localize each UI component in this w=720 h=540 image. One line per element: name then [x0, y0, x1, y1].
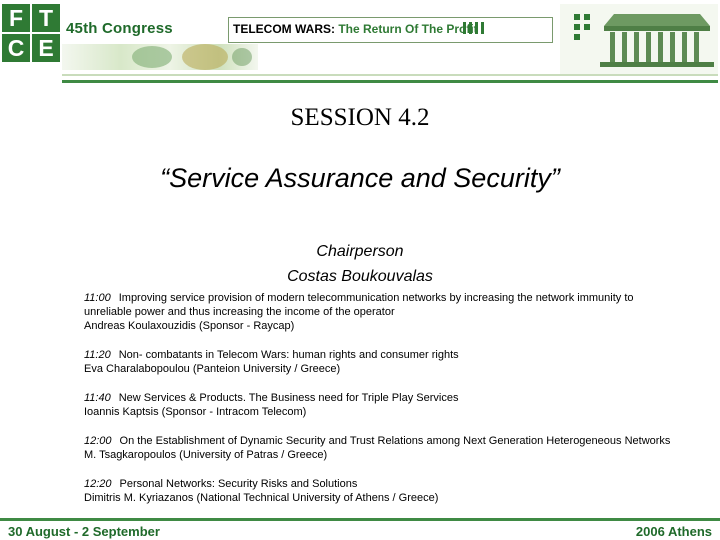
item-speaker: Andreas Koulaxouzidis (Sponsor - Raycap): [84, 320, 295, 332]
program-item: [84, 434, 684, 462]
banner-title-box: [228, 17, 553, 43]
item-time: 12:00: [84, 435, 112, 447]
congress-label: 45th Congress: [66, 20, 173, 37]
logo-letter: T: [32, 4, 60, 32]
fitce-logo: [2, 4, 62, 64]
header-divider: [62, 80, 718, 83]
banner-title: [233, 22, 478, 36]
item-title: New Services & Products. The Business need for Triple Play Services: [118, 392, 459, 404]
header-divider-light: [62, 74, 718, 76]
program-item: [84, 348, 684, 376]
program-item: [84, 291, 684, 333]
event-location: 2006 Athens: [635, 524, 712, 539]
item-title: Non- combatants in Telecom Wars: human rights and consumer rights: [118, 349, 459, 361]
item-speaker: Dimitris M. Kyriazanos (National Technical University of Athens / Greece): [84, 492, 439, 504]
program-list: [84, 291, 684, 520]
item-speaker: Ioannis Kaptsis (Sponsor - Intracom Telecom): [84, 406, 307, 418]
program-item: [84, 391, 684, 419]
session-heading: SESSION 4.2: [290, 104, 430, 131]
item-title: On the Establishment of Dynamic Security and Trust Relations among Next Generation Heterogeneous Networks: [119, 435, 671, 447]
event-dates: 30 August - 2 September: [8, 524, 160, 539]
footer-divider: [0, 518, 720, 521]
banner-title-highlight: TELECOM WARS:: [233, 22, 335, 36]
item-speaker: Eva Charalabopoulou (Panteion University / Greece): [84, 363, 341, 375]
item-title: Personal Networks: Security Risks and Solutions: [119, 478, 358, 490]
parthenon-image: [560, 4, 718, 74]
banner-title-rest: The Return Of The Profit: [335, 22, 478, 36]
chairperson-label: Chairperson: [316, 243, 404, 260]
slide-header: [0, 0, 720, 82]
program-item: [84, 477, 684, 505]
item-speaker: M. Tsagkaropoulos (University of Patras / Greece): [84, 449, 328, 461]
logo-letter: F: [2, 4, 30, 32]
item-time: 11:00: [84, 292, 111, 304]
decorative-band: [62, 44, 258, 70]
logo-letter: E: [32, 34, 60, 62]
item-time: 11:20: [84, 349, 111, 361]
session-title: “Service Assurance and Security”: [160, 163, 560, 193]
item-time: 11:40: [84, 392, 111, 404]
item-time: 12:20: [84, 478, 112, 490]
chairperson-name: Costas Boukouvalas: [287, 268, 433, 285]
logo-letter: C: [2, 34, 30, 62]
item-title: Improving service provision of modern telecommunication networks by increasing the network immunity to unreliable power and thus increasing the income of the operator: [84, 292, 634, 318]
